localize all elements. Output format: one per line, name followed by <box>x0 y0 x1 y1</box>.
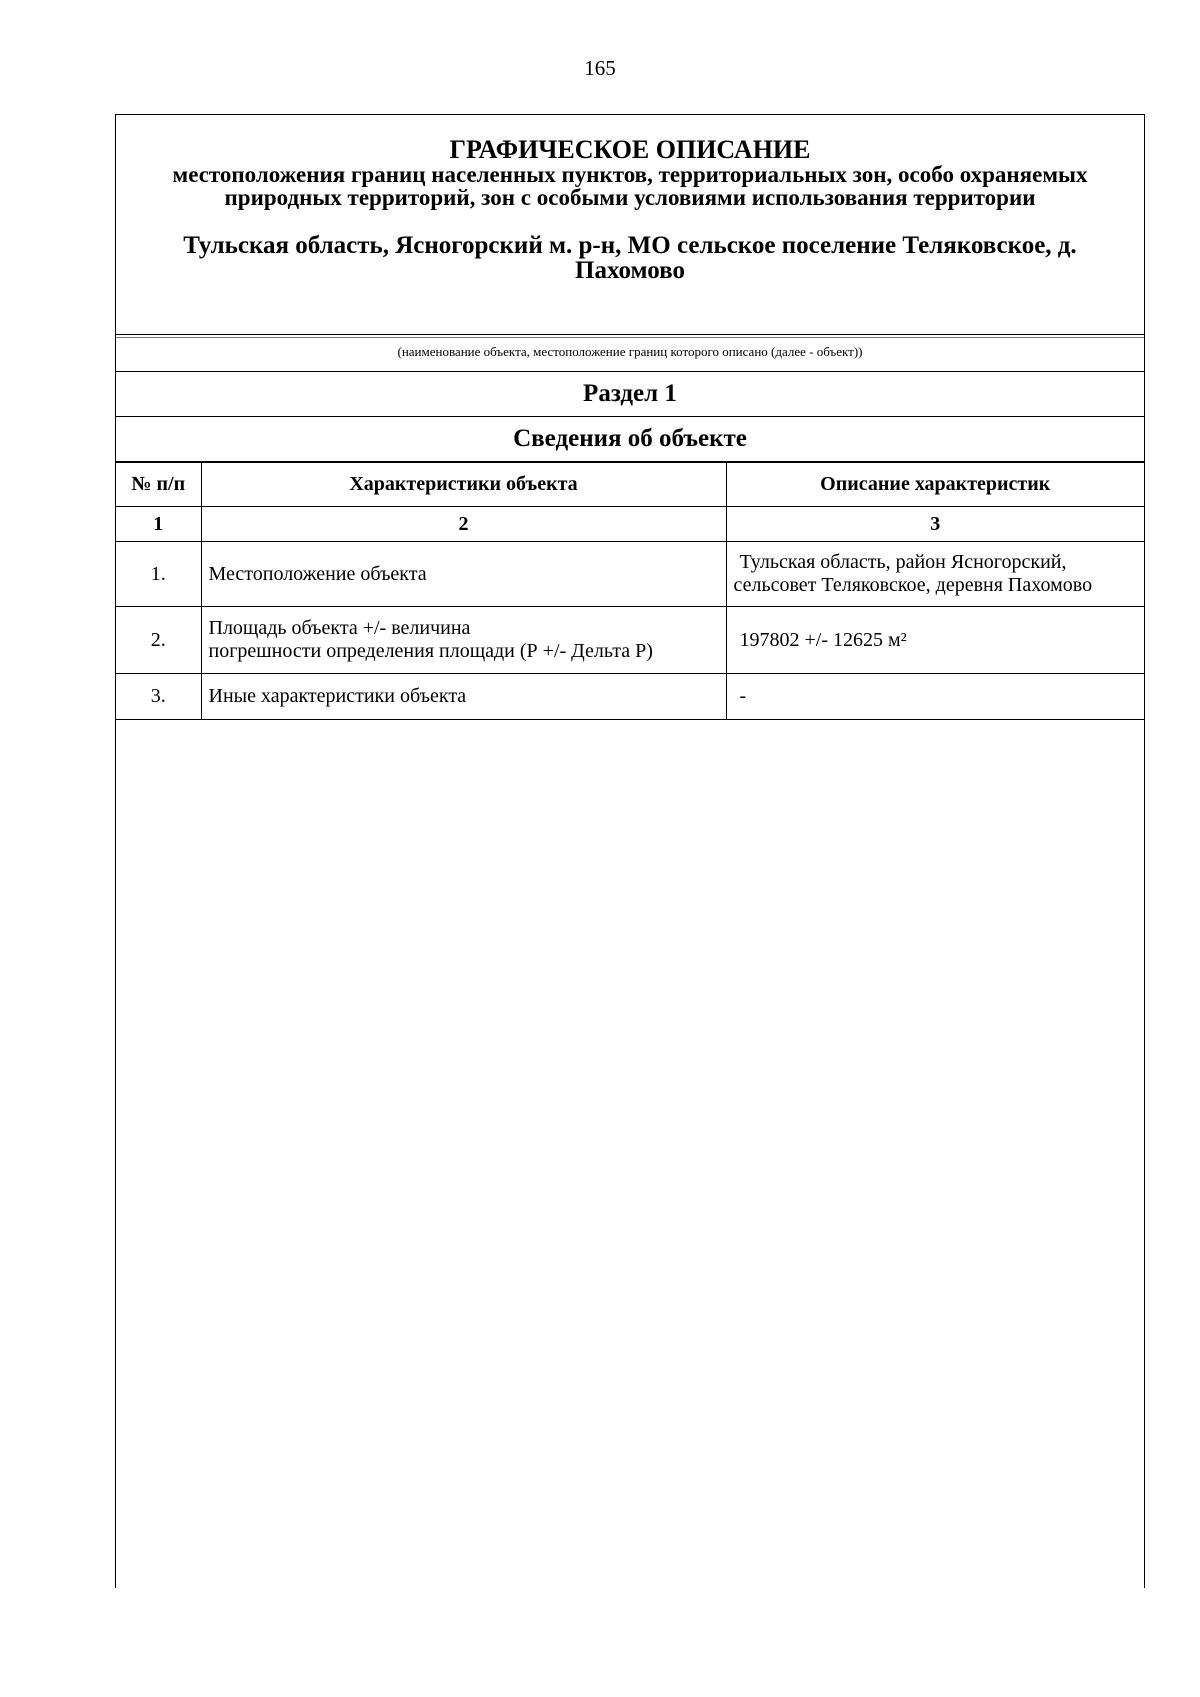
column-number: 2 <box>201 507 726 542</box>
row-number: 1. <box>116 542 201 607</box>
column-header-description: Описание характеристик <box>726 463 1144 507</box>
document-title: ГРАФИЧЕСКОЕ ОПИСАНИЕ <box>449 135 811 164</box>
section-subtitle: Сведения об объекте <box>116 417 1144 462</box>
page-number: 165 <box>584 56 616 80</box>
row-characteristic: Иные характеристики объекта <box>201 674 726 720</box>
column-number: 1 <box>116 507 201 542</box>
document-header <box>116 115 1144 335</box>
object-info-table <box>116 462 1144 720</box>
row-description-line: Тульская область, район Ясногорский, <box>739 551 1067 573</box>
table-row <box>116 674 1144 720</box>
column-number: 3 <box>726 507 1144 542</box>
column-header-characteristic: Характеристики объекта <box>201 463 726 507</box>
row-description-line: сельсовет Теляковское, деревня Пахомово <box>733 574 1093 596</box>
row-number: 3. <box>116 674 201 720</box>
row-description: 197802 +/- 12625 м² <box>726 607 1144 674</box>
row-characteristic-line: Площадь объекта +/- величина <box>208 617 471 639</box>
table-row <box>116 607 1144 674</box>
document-subtitle: местоположения границ населенных пунктов, территориальных зон, особо охраняемых природных территорий, зон с особыми условиями использования территории <box>172 162 1088 210</box>
table-header-row <box>116 463 1144 507</box>
column-number-row <box>116 507 1144 542</box>
row-description: - <box>726 674 1144 720</box>
document-frame <box>115 114 1145 1588</box>
section-title: Раздел 1 <box>116 372 1144 417</box>
row-characteristic: Местоположение объекта <box>201 542 726 607</box>
object-caption: (наименование объекта, местоположение границ которого описано (далее - объект)) <box>116 337 1144 372</box>
row-description <box>726 542 1144 607</box>
column-header-num: № п/п <box>116 463 201 507</box>
row-characteristic-line: погрешности определения площади (Р +/- Дельта Р) <box>208 640 653 662</box>
object-location-title: Тульская область, Ясногорский м. р-н, МО сельское поселение Теляковское, д. Пахомово <box>183 232 1077 284</box>
row-number: 2. <box>116 607 201 674</box>
table-row <box>116 542 1144 607</box>
row-characteristic <box>201 607 726 674</box>
